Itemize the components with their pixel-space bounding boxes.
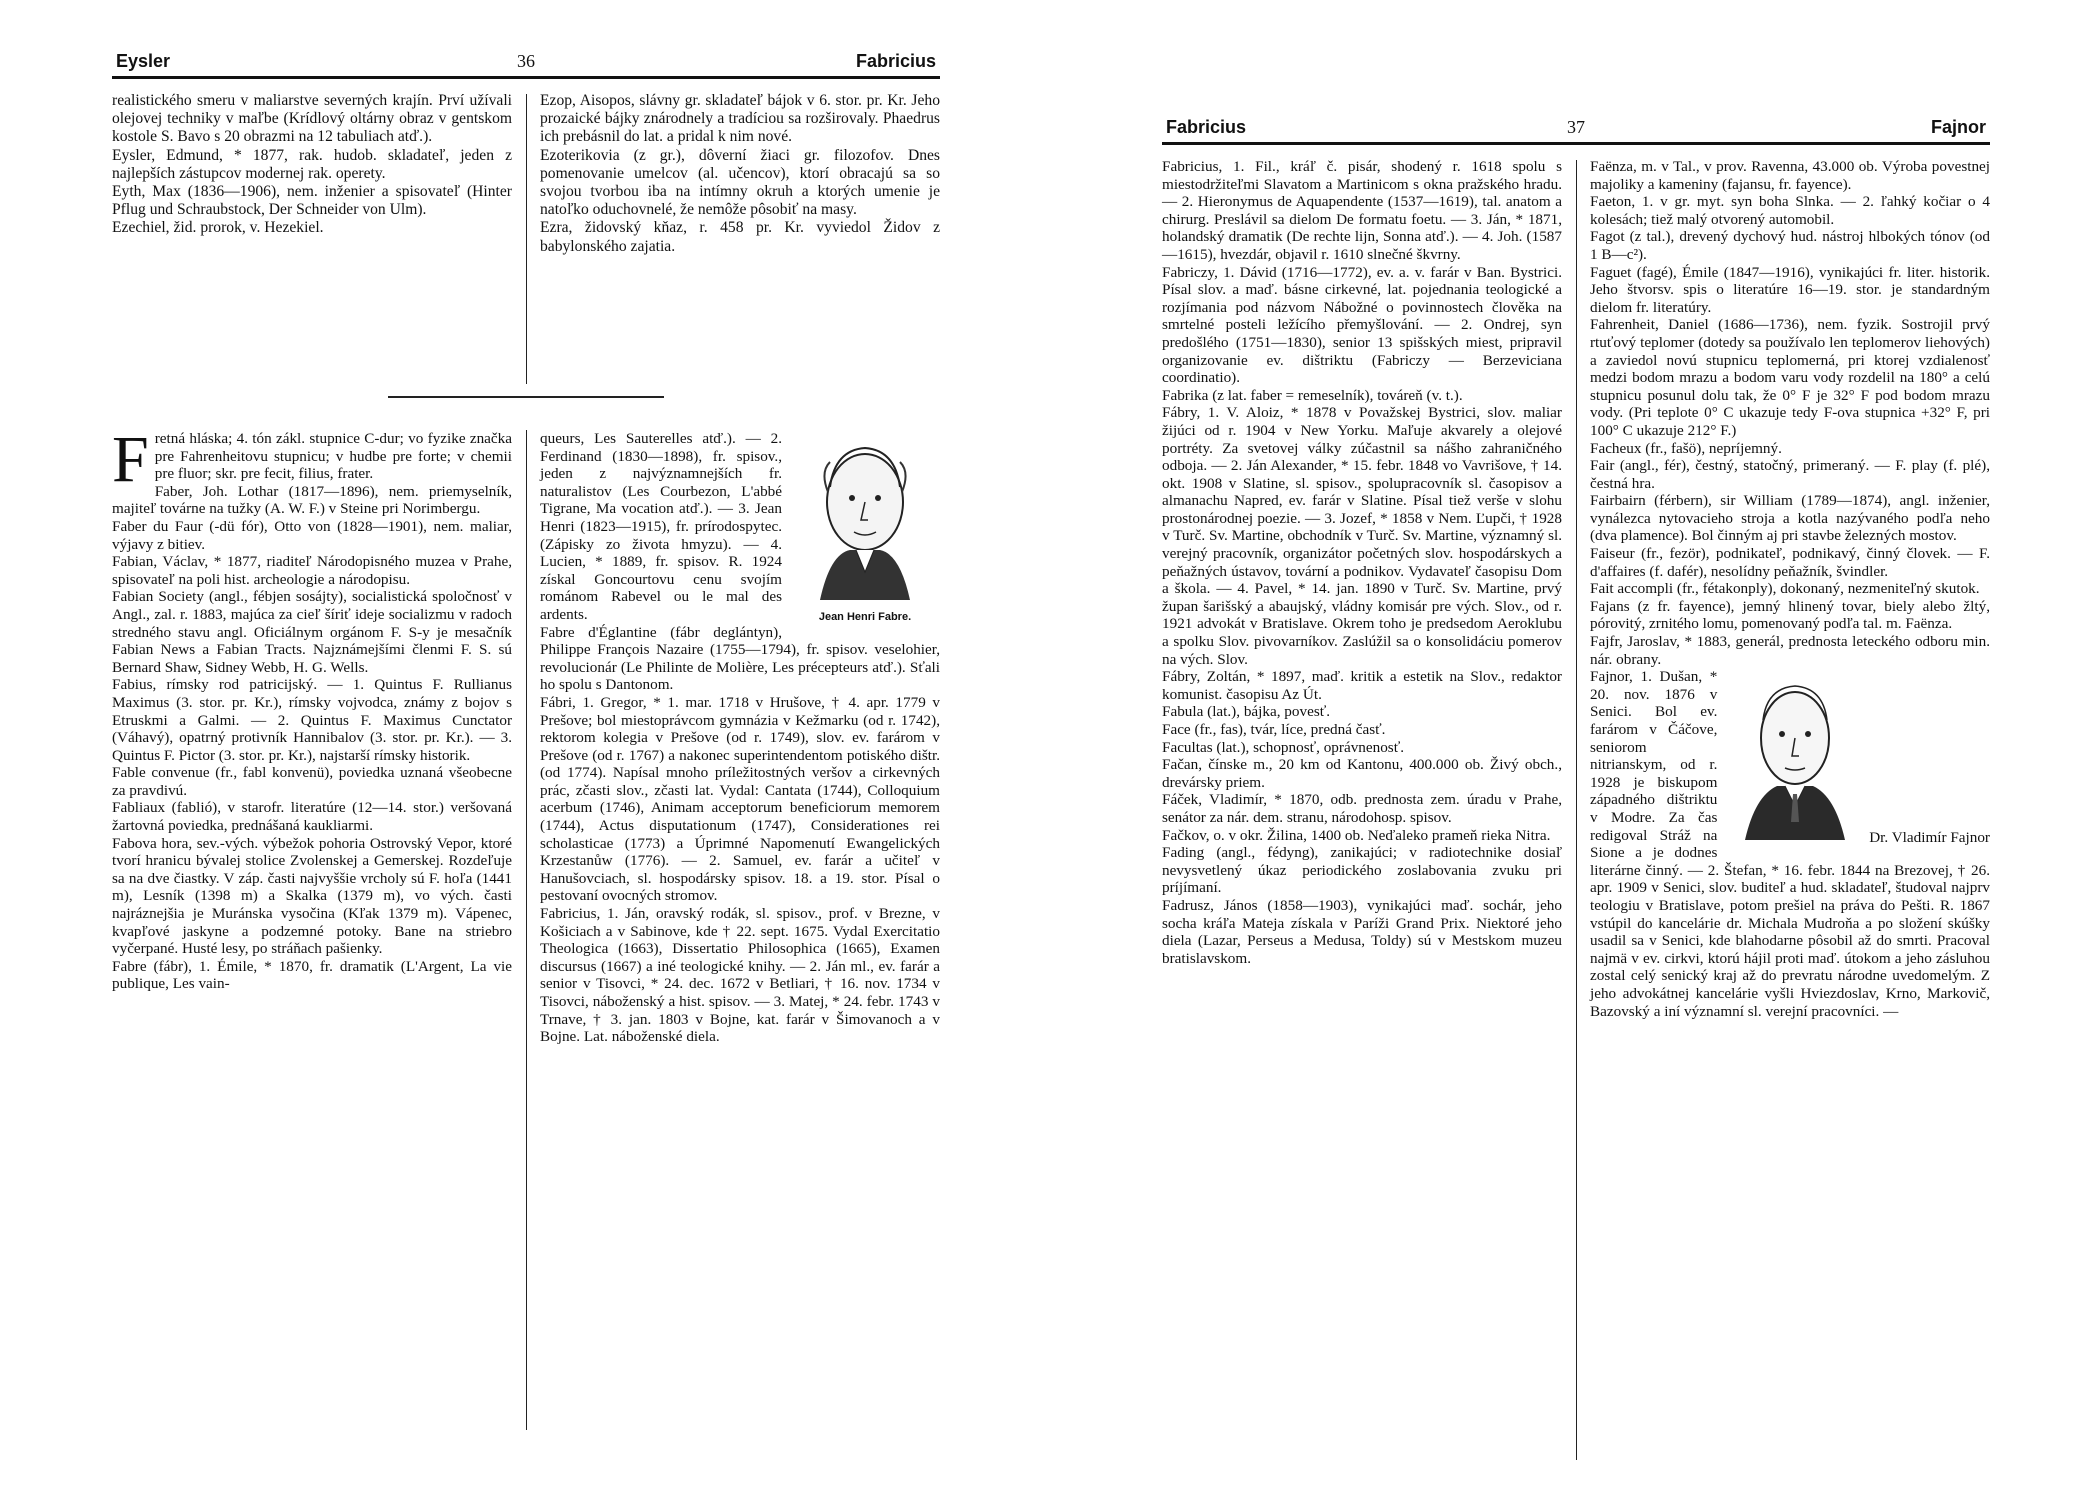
- entry: Faeton, 1. v gr. myt. syn boha Slnka. — 2. ľahký kočiar o 4 kolesách; tiež malý otvorený automobil.: [1590, 193, 1990, 228]
- right-column-1: [1162, 158, 1562, 967]
- entry: Fait accompli (fr., fétakonply), dokonaný, nezmeniteľný skutok.: [1590, 580, 1980, 598]
- entry: Fabricius, 1. Ján, oravský rodák, sl. spisov., prof. v Brezne, v Košiciach a v Sabinove, kde † 22. sept. 1675. Vydal Exercitatio Theologica (1663), Dissertatio Philosophica (1665), Examen discursus (1667) a iné teologické knihy. — 2. Ján ml., ev. farár a senior v Tisovci, * 24. dec. 1672 v Betliari, † 16. nov. 1734 v Tisovci, náboženský a hist. spisov. — 3. Matej, * 24. febr. 1743 v Trnave, † 3. jan. 1803 v Bojne, kat. farár v Šimovanoch a v Bojne. Lat. náboženské diela.: [540, 905, 940, 1046]
- entry: Fahrenheit, Daniel (1686—1736), nem. fyzik. Sostrojil prvý rtuťový teplomer (dotedy sa používalo len teplomerov liehových) a zaviedol novú stupnicu teplomerná, pri ktorej vzdialenosť medzi bodom mrazu a bodom varu vody rozdelil na 180° a celú stupnicu posunul dolu tak, že 0° F je 32° F pod bodom mrazu vody. (Pri teplote 0° C ukazuje tedy F-ova stupnica +32° F, pri 100° C ukazuje 212° F.): [1590, 316, 1990, 439]
- right-page-number: 37: [1567, 117, 1585, 137]
- fabre-portrait-image: [790, 432, 940, 602]
- entry: Fajans (z fr. fayence), jemný hlinený tovar, biely alebo žltý, pórovitý, zrnitého lomu, pomenovaný podľa tal. m. Faënza.: [1590, 597, 1990, 633]
- entry: Fábri, 1. Gregor, * 1. mar. 1718 v Hrušove, † 4. apr. 1779 v Prešove; bol miestoprávcom gymnázia v Kežmarku (od r. 1742), rektorom kolegia v Prešove (od r. 1749), slov. ev. farárom v Prešove (od r. 1767) a nakonec superintendentom potiského dištr. (od 1774). Napísal mnoho príležitostných veršov a cirkevných prác, zčasti slov., zčasti lat. Vydal: Cantata (1744), Colloquium acerbum (1746), Animam acceptorum beneficiorum memorem (1744), Actus disputationum (1747), Considerationes rei scholasticae (1773) a Úprimné Napomenutí Ewangelických Krzestanůw (1776). — 2. Samuel, ev. farár a učiteľ v Hanušovciach, sl. hospodársky spisov. 18. a 19. stor. Písal o pestovaní ovocných stromov.: [540, 693, 940, 905]
- entry: Fabula (lat.), bájka, povesť.: [1162, 703, 1331, 721]
- entry: Faënza, m. v Tal., v prov. Ravenna, 43.000 ob. Výroba povestnej majoliky a kameniny (fajansu, fr. fayence).: [1590, 158, 1990, 193]
- entry: Ezoterikovia (z gr.), dôverní žiaci gr. filozofov. Dnes pomenovanie umelcov (al. učencov), ktorí obracajú sa so svojou tvorbou iba na intímny okruh a ktorých umenie je natoľko oduchovnelé, že nemôže pôsobiť na masy.: [540, 146, 940, 219]
- left-header-left: Eysler: [116, 51, 171, 71]
- entry: Fajfr, Jaroslav, * 1883, generál, prednosta leteckého odboru min. nár. obrany.: [1590, 633, 1990, 668]
- entry: Face (fr., fas), tvár, líce, predná časť.: [1162, 721, 1386, 738]
- entry: Fabrika (z lat. faber = remeselník), továreň (v. t.).: [1162, 386, 1463, 404]
- portrait-caption: Dr. Vladimír Fajnor: [1869, 829, 1990, 847]
- entry: Eyth, Max (1836—1906), nem. inženier a spisovateľ (Hinter Pflug und Schraubstock, Der Schneider von Ulm).: [112, 183, 512, 219]
- left-page-header: [112, 44, 940, 79]
- entry: Fáček, Vladimír, * 1870, odb. prednosta zem. úradu v Prahe, senátor za nár. dem. stranu, národohosp. spisov.: [1162, 791, 1562, 826]
- entry: Fabova hora, sev.-vých. výbežok pohoria Ostrovský Vepor, ktoré tvorí hranicu bývalej stolice Zvolenskej a Gemerskej. Rozdeľuje sa na dve čiastky. V záp. časti najvyššie vrcholy sú F. hoľa (1441 m), Lesník (1398 m) a Skalka (1379 m), vo vých. časti najráznejšia je Muránska vysočina (Kľak 1379 m). Vápenec, kvapľové jaskyne a podzemné potoky. Bane na striebro vyčerpané. Husté lesy, po stráňach pašienky.: [112, 834, 512, 958]
- left-header-right: Fabricius: [855, 51, 936, 71]
- entry: queurs, Les Sauterelles atď.). — 2. Ferdinand (1830—1898), fr. spisov., jeden z najvýznamnejších fr. naturalistov (Les Courbezon, L'abbé Tigrane, Ma vocation atď.). — 3. Jean Henri (1823—1915), fr. prírodospytec. (Zápisky zo života hmyzu). — 4. Lucien, * 1889, fr. spisov. R. 1924 získal Goncourtovu cenu svojím románom Rabevel ou le mal des ardents.: [540, 430, 782, 623]
- entry: Facultas (lat.), schopnosť, oprávnenosť.: [1162, 738, 1405, 756]
- portrait-caption: Jean Henri Fabre.: [818, 610, 912, 623]
- entry: Fagot (z tal.), drevený dychový hud. nástroj hlbokých tónov (od 1 B—c²).: [1590, 228, 1990, 263]
- column-divider: [526, 430, 527, 1430]
- entry: Eysler, Edmund, * 1877, rak. hudob. skladateľ, jeden z najlepších zástupcov modernej rak. operety.: [112, 146, 512, 182]
- entry: Fabriczy, 1. Dávid (1716—1772), ev. a. v. farár v Ban. Bystrici. Písal slov. a maď. básne cirkevné, lat. pojednania teologické a rozjímania pod názvom Nábožné o povinnostech člověka na smrtelné posteli ležícího přemyšlování. — 2. Ondrej, syn predošlého (1751—1830), senior 13 spišských miest, pripravil organizovanie ev. dištriktu (Fabriczy — Berzeviciana coordinatio).: [1162, 263, 1562, 387]
- entry: Faber, Joh. Lothar (1817—1896), nem. priemyselník, majiteľ továrne na tužky (A. W. F.) v Steine pri Norimbergu.: [112, 482, 512, 518]
- entry: Fačan, čínske m., 20 km od Kantonu, 400.000 ob. Živý obch., drevársky priem.: [1162, 756, 1562, 791]
- portrait-vladimir-fajnor: [1725, 672, 1990, 847]
- right-page: [1162, 110, 1990, 1480]
- left-top-column-2: [540, 92, 940, 256]
- left-top-column-1: [112, 92, 512, 238]
- entry: Fábry, 1. V. Aloiz, * 1878 v Považskej Bystrici, slov. maliar žijúci od r. 1904 v New Yorku. Maľuje akvarely a olejové portréty. Za svetovej války zúčastnil sa nášho zahraničného odboja. — 2. Ján Alexander, * 15. febr. 1848 vo Vavrišove, † 14. okt. 1908 v Slatine, sl. spisov., spolupracovník sl. časopisov a almanachu Napred, ev. farár v Slatine. Písal tiež verše v slohu prostonárodnej poezie. — 3. Jozef, * 1858 v Nem. Ľupči, † 1928 v Turč. Sv. Martine, obchodník v Turč. Sv. Martine, významný sl. verejný pracovník, organizátor početných slov. hospodárskych a peňažných ústavov, tovární a podnikov. Vydavateľ časopisu Dom a škola. — 4. Pavel, * 14. jan. 1890 v Turč. Sv. Martine, prvý župan šarišský a abaujský, vládny komisár pre vých. Slov., od r. 1921 advokát v Bratislave. Okrem toho je predsedom Aeroklubu a spolku Slov. pivovarníkov. Zaslúžil sa o konsolidáciu pomerov na vých. Slov.: [1162, 404, 1562, 668]
- fajnor-portrait-image: [1725, 672, 1865, 842]
- entry: Fabian Society (angl., fébjen sosájty), socialistická spoločnosť v Angl., zal. r. 1883, majúca za cieľ šíriť ideje socializmu v radoch stredného stavu angl. Oficiálnym orgánom F. S-y je mesačník Fabian News a Fabian Tracts. Najznámejšími členmi F. S. sú Bernard Shaw, Sidney Webb, H. G. Wells.: [112, 588, 512, 676]
- entry: Fading (angl., fédyng), zanikajúci; v radiotechnike dosiaľ nevysvetlený úkaz periodického zoslabovania zvuku pri príjímaní.: [1162, 844, 1562, 897]
- section-divider: [388, 396, 664, 398]
- entry: Fačkov, o. v okr. Žilina, 1400 ob. Neďaleko prameň rieka Nitra.: [1162, 826, 1551, 844]
- entry: Fair (angl., fér), čestný, statočný, primeraný. — F. play (f. plé), čestná hra.: [1590, 457, 1990, 492]
- entry: Fable convenue (fr., fabl konvenü), poviedka uznaná všeobecne za pravdivú.: [112, 764, 512, 799]
- column-divider: [526, 94, 527, 384]
- entry: Fabliaux (fablió), v starofr. literatúre (12—14. stor.) veršovaná žartovná poviedka, prednášaná kaukliarmi.: [112, 799, 512, 835]
- entry: Fábry, Zoltán, * 1897, maď. kritik a estetik na Slov., redaktor komunist. časopisu Az Út.: [1162, 668, 1562, 703]
- entry: Fabian, Václav, * 1877, riaditeľ Národopisného muzea v Prahe, spisovateľ na poli hist. archeologie a národopisu.: [112, 553, 512, 588]
- entry-f: Fretná hláska; 4. tón zákl. stupnice C-dur; vo fyzike značka pre Fahrenheitovu stupnicu; v hudbe pre forte; v chemii pre fluor; skr. pre fecit, filius, frater.: [112, 423, 512, 496]
- entry: Faiseur (fr., fezör), podnikateľ, podnikavý, činný človek. — F. d'affaires (f. dafér), nesolídny peňažník, švindler.: [1590, 545, 1990, 580]
- entry: Fadrusz, János (1858—1903), vynikajúci maď. sochár, jeho socha kráľa Mateja získala v Paríži Grand Prix. Niektoré jeho diela (Lazar, Perseus a Medusa, Toldy) sú v Mestskom muzeu bratislavskom.: [1162, 896, 1562, 967]
- entry: Fajnor, 1. Dušan, * 20. nov. 1876 v Senici. Bol ev. farárom v Čáčove, seniorom nitrianskym, od r. 1928 je biskupom západného dištriktu v Modre. Za čas redigoval Stráž na Sione a je dodnes literárne činný. — 2. Štefan, * 16. febr. 1844 na Brezovej, † 26. apr. 1909 v Senici, slov. buditeľ a hud. skladateľ, študoval najprv teologiu v Bratislave, potom prešiel na práva do Pešti. R. 1867 vstúpil do kancelárie dr. Michala Mudroňa a po složení skúšky usadil sa v Senici, kde blahodarne pôsobil až do smrti. Pracoval najmä v ev. cirkvi, ktorú hájil proti maď. útokom a jeho zásluhou zostal celý senický kraj až do prevratu národne uvedomelým. Z jeho advokátnej kancelárie vyšli Hviezdoslav, Krno, Markovič, Bazovský a iní významní sl. verejní pracovníci. —: [1590, 668, 1990, 1020]
- entry: Fabre (fábr), 1. Émile, * 1870, fr. dramatik (L'Argent, La vie publique, Les vain-: [112, 957, 512, 993]
- left-page-number: 36: [517, 51, 535, 71]
- entry: Ezra, židovský kňaz, r. 458 pr. Kr. vyviedol Židov z babylonského zajatia.: [540, 219, 940, 255]
- entry: Ezop, Aisopos, slávny gr. skladateľ bájok v 6. stor. pr. Kr. Jeho prozaické bájky znárodnely a tradíciou sa rozširovaly. Phaedrus ich prebásnil do lat. a pridal k nim nové.: [540, 92, 940, 146]
- portrait-jean-henri-fabre: [790, 432, 940, 626]
- left-page: [112, 44, 940, 1444]
- entry: realistického smeru v maliarstve severných krajín. Prví užívali olejovej techniky v maľbe (Krídlový oltárny obraz v gentskom kostole S. Bavo s 20 obrazmi na 12 tabuliach atď.).: [112, 92, 512, 146]
- entry: Facheux (fr., fašö), nepríjemný.: [1590, 439, 1782, 457]
- right-header-right: Fajnor: [1930, 117, 1986, 137]
- right-page-header: [1162, 110, 1990, 145]
- entry: Faber du Faur (-dü fór), Otto von (1828—1901), nem. maliar, výjavy z bitiev.: [112, 517, 512, 553]
- left-bottom-column-1: [112, 423, 512, 993]
- entry: Fabricius, 1. Fil., kráľ č. pisár, shodený r. 1618 spolu s miestodržiteľmi Slavatom a Martinicom s okna pražského hradu. — 2. Hieronymus de Aquapendente (1537—1619), tal. anatom a chirurg. Preslávil sa dielom De formatu foetu. — 3. Ján, * 1871, holandský dramatik (De rechte lijn, Sonna atď.). — 4. Joh. (1587—1615), hvezdár, objavil r. 1610 slnečné škvrny.: [1162, 158, 1562, 263]
- right-column-2: [1590, 158, 1990, 1020]
- entry: Fairbairn (férbern), sir William (1789—1874), angl. inženier, vynálezca nytovacieho stroja a kotla nazývaného podľa neho (dva plamence). Bol činným aj pri stavbe železných mostov.: [1590, 492, 1990, 545]
- left-bottom-column-2: [540, 430, 940, 1046]
- entry: Faguet (fagé), Émile (1847—1916), vynikajúci fr. liter. historik. Jeho štvorsv. spis o literatúre 16—19. stor. je standardným dielom fr. literatúry.: [1590, 263, 1990, 316]
- column-divider: [1576, 160, 1577, 1460]
- right-header-left: Fabricius: [1166, 117, 1247, 137]
- entry: Fabius, rímsky rod patricijský. — 1. Quintus F. Rullianus Maximus (3. stor. pr. Kr.), rímsky vojvodca, známy z bojov s Etruskmi a Galmi. — 2. Quintus F. Maximus Cunctator (Váhavý), opatrný protivník Hannibalov (3. stor. pr. Kr.). — 3. Quintus F. Pictor (3. stor. pr. Kr.), najstarší rímsky historik.: [112, 676, 512, 764]
- entry: Fabre d'Églantine (fábr deglántyn), Philippe François Nazaire (1755—1794), fr. spisov. veselohier, revolucionár (Le Philinte de Molière, Les précepteurs atď.). Sťali ho spolu s Dantonom.: [540, 623, 940, 694]
- entry: Ezechiel, žid. prorok, v. Hezekiel.: [112, 219, 324, 237]
- drop-cap: F: [112, 423, 149, 496]
